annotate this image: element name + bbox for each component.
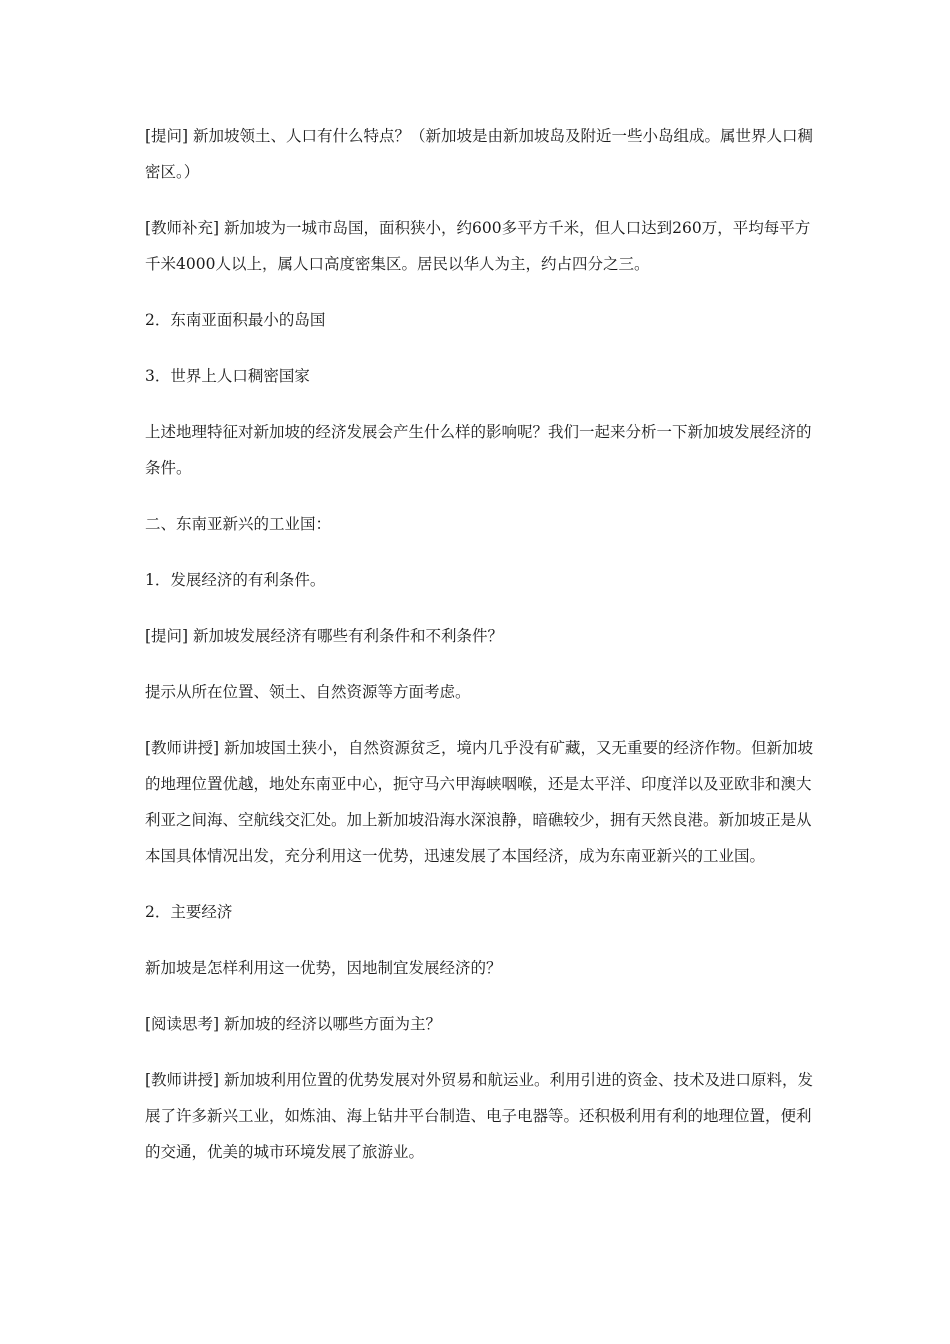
subheading-main-economy: 2．主要经济 xyxy=(145,903,233,921)
hint-text: 提示从所在位置、领土、自然资源等方面考虑。 xyxy=(145,683,471,701)
question-how-develop: 新加坡是怎样利用这一优势，因地制宜发展经济的？ xyxy=(145,959,502,977)
reading-reflection: [阅读思考] 新加坡的经济以哪些方面为主？ xyxy=(145,1015,442,1033)
subheading-favorable-conditions: 1．发展经济的有利条件。 xyxy=(145,571,326,589)
point-dense-population: 3．世界上人口稠密国家 xyxy=(145,367,310,385)
point-smallest-island-country: 2．东南亚面积最小的岛国 xyxy=(145,311,326,329)
teacher-lecture-economy: [教师讲授] 新加坡利用位置的优势发展对外贸易和航运业。利用引进的资金、技术及进口原料，发展了许多新兴工业，如炼油、海上钻井平台制造、电子电器等。还积极利用有利的地理位置，便利的交通，优美的城市环境发展了旅游业。 xyxy=(145,1071,814,1161)
document-body xyxy=(145,118,815,1190)
section-heading-industrial-country: 二、东南亚新兴的工业国： xyxy=(145,515,332,533)
question-territory-population: [提问] 新加坡领土、人口有什么特点？（新加坡是由新加坡岛及附近一些小岛组成。属世界人口稠密区。） xyxy=(145,127,814,181)
question-conditions: [提问] 新加坡发展经济有哪些有利条件和不利条件？ xyxy=(145,627,504,645)
teacher-lecture-location: [教师讲授] 新加坡国土狭小，自然资源贫乏，境内几乎没有矿藏，又无重要的经济作物。但新加坡的地理位置优越，地处东南亚中心，扼守马六甲海峡咽喉，还是太平洋、印度洋以及亚欧非和澳大利亚之间海、空航线交汇处。加上新加坡沿海水深浪静，暗礁较少，拥有天然良港。新加坡正是从本国具体情况出发，充分利用这一优势，迅速发展了本国经济，成为东南亚新兴的工业国。 xyxy=(145,739,814,865)
transition-question: 上述地理特征对新加坡的经济发展会产生什么样的影响呢？我们一起来分析一下新加坡发展经济的条件。 xyxy=(145,423,812,477)
teacher-supplement: [教师补充] 新加坡为一城市岛国，面积狭小，约600多平方千米，但人口达到260万，平均每平方千米4000人以上，属人口高度密集区。居民以华人为主，约占四分之三。 xyxy=(145,219,811,273)
